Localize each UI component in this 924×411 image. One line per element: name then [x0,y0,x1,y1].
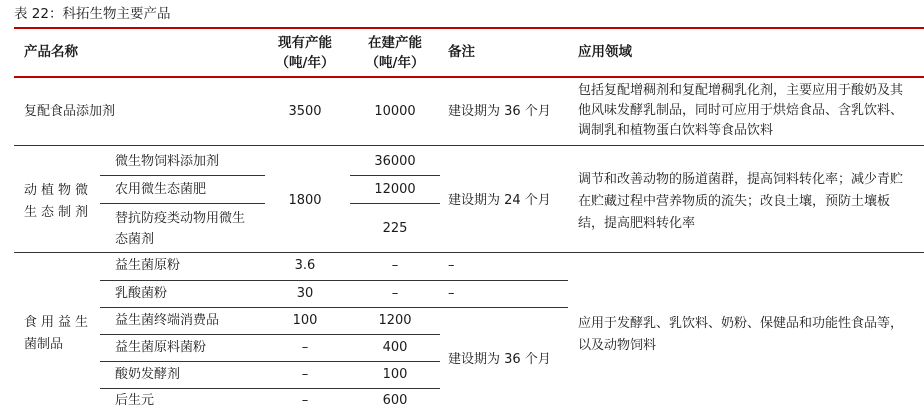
probiotic-capacity-4: – [301,340,309,355]
animal-sub-2: 农用微生态菌肥 [115,182,207,197]
probiotic-sub-3: 益生菌终端消费品 [115,313,220,328]
animal-category-line1: 动植物微 [24,183,93,198]
animal-sub-divider-2 [100,203,265,204]
probiotic-divider-3 [100,334,440,335]
food-additive-application: 包括复配增稠剂和复配增稠乳化剂，主要应用于酸奶及其他风味发酵乳制品，同时可应用于烘焙食品、含乳饮料、调制乳和植物蛋白饮料等食品饮料 [578,83,904,138]
probiotic-building-3: 1200 [378,313,412,328]
header-building-line1: 在建产能 [368,35,422,51]
row-divider-2 [14,252,924,253]
animal-sub-1: 微生物饲料添加剂 [115,154,220,169]
probiotic-capacity-2: 30 [296,286,314,301]
animal-capacity: 1800 [288,193,322,208]
food-additive-capacity: 3500 [288,104,322,119]
animal-sub-divider-1 [100,175,265,176]
probiotic-note-1: – [448,258,455,273]
animal-building-1: 36000 [374,154,416,169]
probiotic-building-6: 600 [382,393,408,408]
animal-building-divider-1 [350,175,440,176]
header-note: 备注 [448,44,475,60]
probiotic-sub-4: 益生菌原料菌粉 [115,340,207,355]
food-additive-building: 10000 [374,104,416,119]
probiotic-capacity-5: – [301,367,309,382]
probiotic-divider-5 [100,388,440,389]
probiotic-sub-5: 酸奶发酵剂 [115,367,181,382]
probiotic-sub-6: 后生元 [115,393,155,408]
row-divider-1 [14,145,924,146]
animal-building-divider-2 [350,203,440,204]
probiotic-divider-1 [100,280,568,281]
table-caption: 表 22：科拓生物主要产品 [14,6,171,22]
probiotic-category-line2: 菌制品 [24,337,64,352]
animal-building-3: 225 [382,221,408,236]
probiotic-application: 应用于发酵乳、乳饮料、奶粉、保健品和功能性食品等，以及动物饲料 [578,316,904,353]
header-product-name: 产品名称 [24,44,78,60]
table-top-rule [14,27,924,29]
probiotic-building-4: 400 [382,340,408,355]
animal-application: 调节和改善动物的肠道菌群，提高饲料转化率；减少青贮在贮藏过程中营养物质的流失；改良土壤，预防土壤板结，提高肥料转化率 [578,172,904,231]
probiotic-note-2: – [448,286,455,301]
food-additive-note: 建设期为 36 个月 [448,104,551,119]
header-capacity-line1: 现有产能 [278,35,332,51]
food-additive-name: 复配食品添加剂 [24,104,116,119]
probiotic-sub-2: 乳酸菌粉 [115,286,168,301]
probiotic-sub-1: 益生菌原粉 [115,258,181,273]
animal-sub-3: 替抗防疫类动物用微生态菌剂 [115,211,246,247]
probiotic-capacity-1: 3.6 [294,258,316,273]
probiotic-building-2: – [391,286,399,301]
probiotic-building-5: 100 [382,367,408,382]
probiotic-divider-4 [100,361,440,362]
probiotic-note: 建设期为 36 个月 [448,352,551,367]
probiotic-capacity-6: – [301,393,309,408]
header-building-line2: （吨/年） [365,55,425,71]
animal-building-2: 12000 [374,182,416,197]
probiotic-capacity-3: 100 [292,313,318,328]
header-application: 应用领域 [578,44,632,60]
probiotic-building-1: – [391,258,399,273]
animal-note: 建设期为 24 个月 [448,193,551,208]
header-capacity-line2: （吨/年） [275,55,335,71]
probiotic-category-line1: 食用益生 [24,315,93,330]
animal-category-line2: 生态制剂 [24,205,93,220]
probiotic-divider-2 [100,307,568,308]
header-bottom-rule [14,76,924,78]
